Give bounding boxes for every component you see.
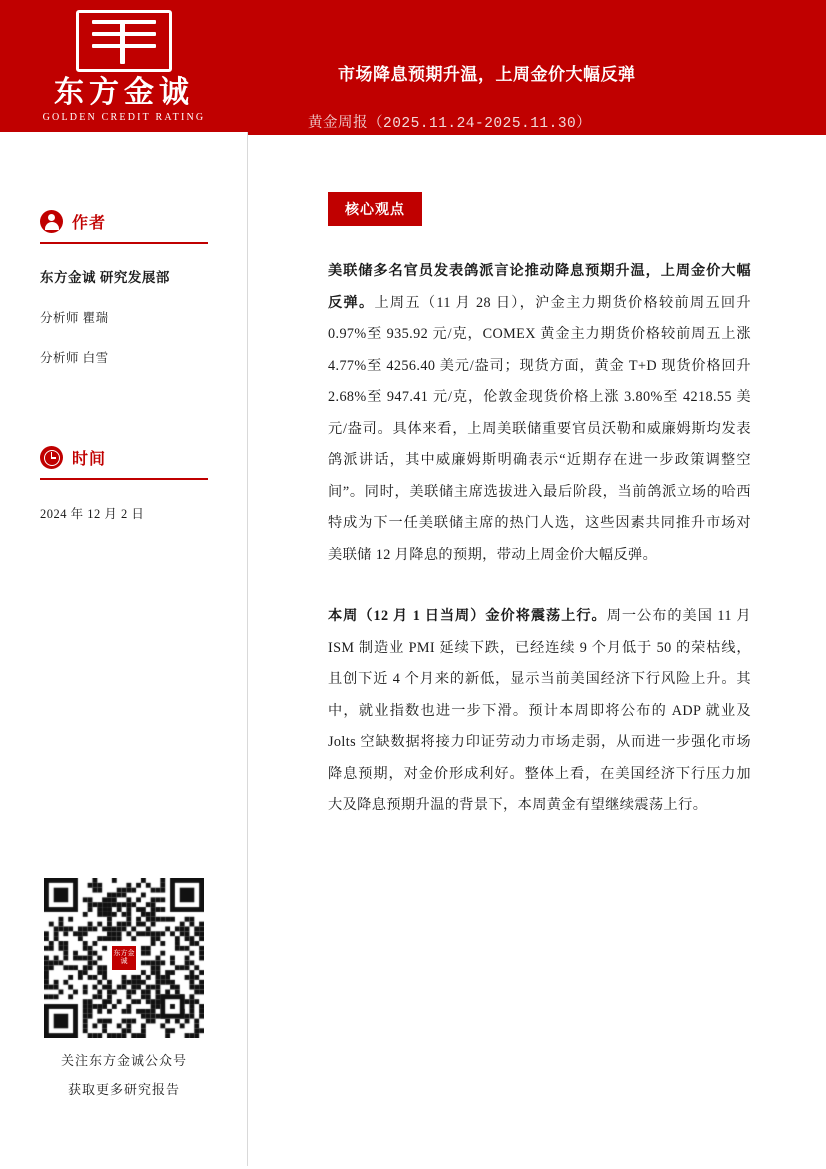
author-section-rule [40,242,208,244]
author-section-label: 作者 [72,215,107,232]
time-section-header [40,446,208,469]
report-title: 市场降息预期升温，上周金价大幅反弹 [338,65,636,84]
paragraph-1-body: 上周五（11 月 28 日），沪金主力期货价格较前周五回升 0.97%至 935.92 元/克，COMEX 黄金主力期货价格较前周五上涨 4.77%至 4256.40 美元/盎司；现货方面，黄金 T+D 现货价格回升 2.68%至 947.41 元/克，伦敦金现货价格上涨 3.80%至 4218.55 美元/盎司。具体来看，上周美联储重要官员沃勒和威廉姆斯均发表鸽派讲话，其中威廉姆斯明确表示“近期存在进一步政策调整空间”。同时，美联储主席选拔进入最后阶段，当前鸽派立场的哈西特成为下一任美联储主席的热门人选，这些因素共同推升市场对美联储 12 月降息的预期，带动上周金价大幅反弹。 [328,294,751,563]
page-body [0,132,826,1166]
paragraph-2 [328,601,751,822]
clock-icon [40,446,63,469]
sidebar [0,132,248,1166]
report-date: 2024 年 12 月 2 日 [40,507,145,521]
qr-center-logo: 东方金诚 [110,944,138,972]
author-section-header [40,210,208,233]
author-section [40,210,208,366]
main-content [248,132,826,1166]
author-department: 东方金诚 研究发展部 [40,270,170,285]
header-title-block [248,0,826,132]
paragraph-1 [328,256,751,571]
brand-logo-block [0,0,248,132]
qr-caption-line1: 关注东方金诚公众号 [60,1053,187,1068]
analyst-1: 分析师 瞿瑞 [40,311,109,325]
brand-name-en: GOLDEN CREDIT RATING [42,111,206,123]
company-logo-icon [76,10,172,72]
qr-code[interactable] [44,878,204,1038]
analyst-2: 分析师 白雪 [40,351,109,365]
time-section [40,446,208,522]
report-subtitle: 黄金周报（2025.11.24-2025.11.30） [308,116,592,132]
time-section-label: 时间 [72,451,107,468]
qr-section [44,878,204,1098]
paragraph-2-body: 周一公布的美国 11 月 ISM 制造业 PMI 延续下跌，已经连续 9 个月低于 50 的荣枯线，且创下近 4 个月来的新低，显示当前美国经济下行风险上升。其中，就业指数也进一步下滑。预计本周即将公布的 ADP 就业及 Jolts 空缺数据将接力印证劳动力市场走弱，从而进一步强化市场降息预期，对金价形成利好。整体上看，在美国经济下行压力加大及降息预期升温的背景下，本周黄金有望继续震荡上行。 [328,608,751,814]
brand-name-cn: 东方金诚 [54,75,194,109]
header-accent-rule [248,132,826,135]
core-view-badge: 核心观点 [328,192,422,226]
paragraph-1-lead: 美联储多名官员发表鸽派言论推动降息预期升温，上周金价大幅反弹。 [328,263,751,311]
paragraph-2-lead: 本周（12 月 1 日当周）金价将震荡上行。 [328,608,607,625]
person-icon [40,210,63,233]
time-section-rule [40,478,208,480]
page-header [0,0,826,132]
qr-caption-line2: 获取更多研究报告 [67,1082,180,1097]
